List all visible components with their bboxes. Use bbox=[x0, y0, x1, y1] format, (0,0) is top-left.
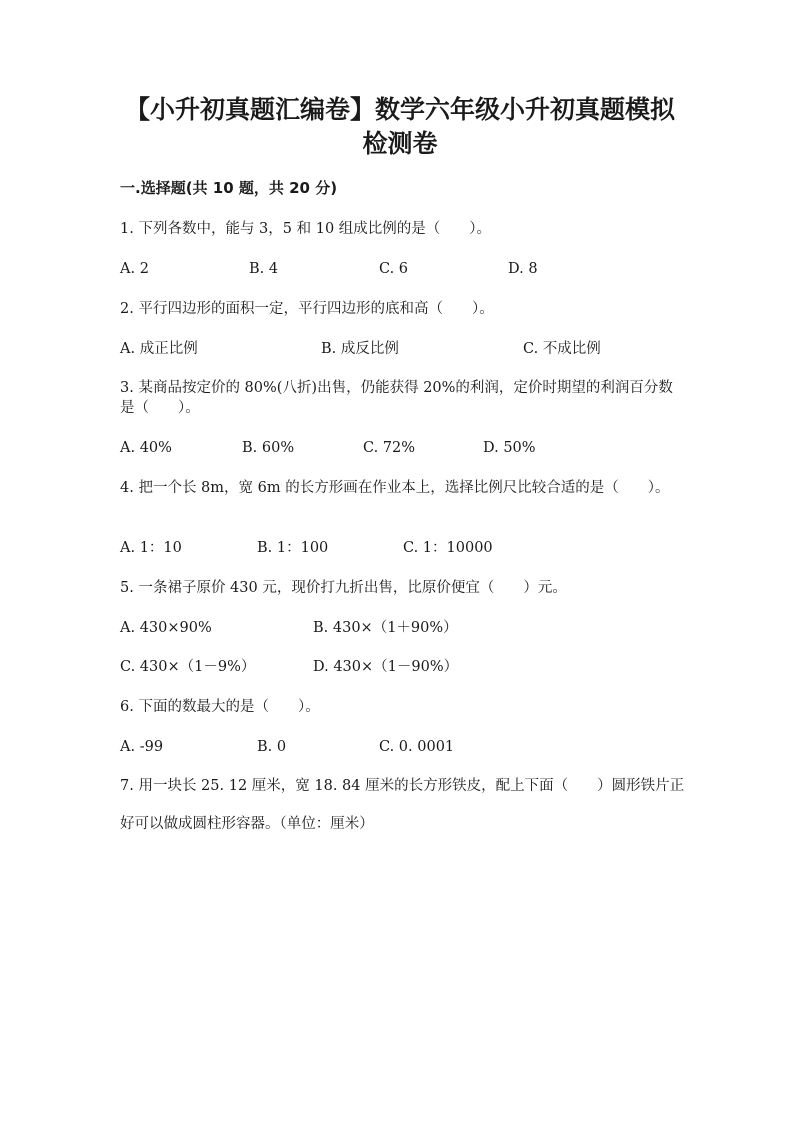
question-6: 6. 下面的数最大的是（ ）。 bbox=[120, 699, 320, 715]
q1-option-b: B. 4 bbox=[249, 261, 279, 277]
q5-option-d: D. 430×（1－90%） bbox=[313, 659, 459, 675]
q6-option-c: C. 0. 0001 bbox=[379, 739, 455, 755]
q6-option-b: B. 0 bbox=[257, 739, 287, 755]
q5-option-c: C. 430×（1－9%） bbox=[120, 659, 256, 675]
title-line-1: 【小升初真题汇编卷】数学六年级小升初真题模拟 bbox=[124, 95, 675, 124]
q1-option-a: A. 2 bbox=[120, 261, 149, 277]
q3-option-c: C. 72% bbox=[363, 440, 416, 456]
exam-title bbox=[90, 93, 710, 161]
q6-option-a: A. -99 bbox=[120, 739, 164, 755]
question-1: 1. 下列各数中，能与 3，5 和 10 组成比例的是（ ）。 bbox=[120, 221, 492, 237]
q1-option-d: D. 8 bbox=[508, 261, 538, 277]
q2-option-c: C. 不成比例 bbox=[523, 341, 601, 357]
question-5: 5. 一条裙子原价 430 元，现价打九折出售，比原价便宜（ ）元。 bbox=[120, 580, 567, 596]
q5-option-b: B. 430×（1＋90%） bbox=[313, 620, 458, 636]
q5-option-a: A. 430×90% bbox=[120, 620, 212, 636]
q1-option-c: C. 6 bbox=[379, 261, 409, 277]
q4-option-a: A. 1：10 bbox=[120, 540, 182, 556]
q3-option-a: A. 40% bbox=[120, 440, 172, 456]
title-line-2: 检测卷 bbox=[362, 129, 438, 158]
q3-option-b: B. 60% bbox=[242, 440, 295, 456]
q2-option-b: B. 成反比例 bbox=[321, 341, 399, 357]
q4-option-b: B. 1：100 bbox=[257, 540, 329, 556]
q4-option-c: C. 1：10000 bbox=[403, 540, 493, 556]
question-2: 2. 平行四边形的面积一定，平行四边形的底和高（ ）。 bbox=[120, 301, 494, 317]
q3-option-d: D. 50% bbox=[483, 440, 536, 456]
question-3: 3. 某商品按定价的 80%(八折)出售，仍能获得 20%的利润，定价时期望的利润百分数是（ ）。 bbox=[120, 380, 673, 416]
section-heading: 一.选择题(共 10 题，共 20 分) bbox=[120, 179, 338, 197]
question-7: 7. 用一块长 25. 12 厘米，宽 18. 84 厘米的长方形铁皮，配上下面（ ）圆形铁片正好可以做成圆柱形容器。（单位：厘米） bbox=[120, 778, 685, 832]
question-4: 4. 把一个长 8m，宽 6m 的长方形画在作业本上，选择比例尺比较合适的是（ ）。 bbox=[120, 480, 670, 496]
q2-option-a: A. 成正比例 bbox=[120, 341, 198, 357]
